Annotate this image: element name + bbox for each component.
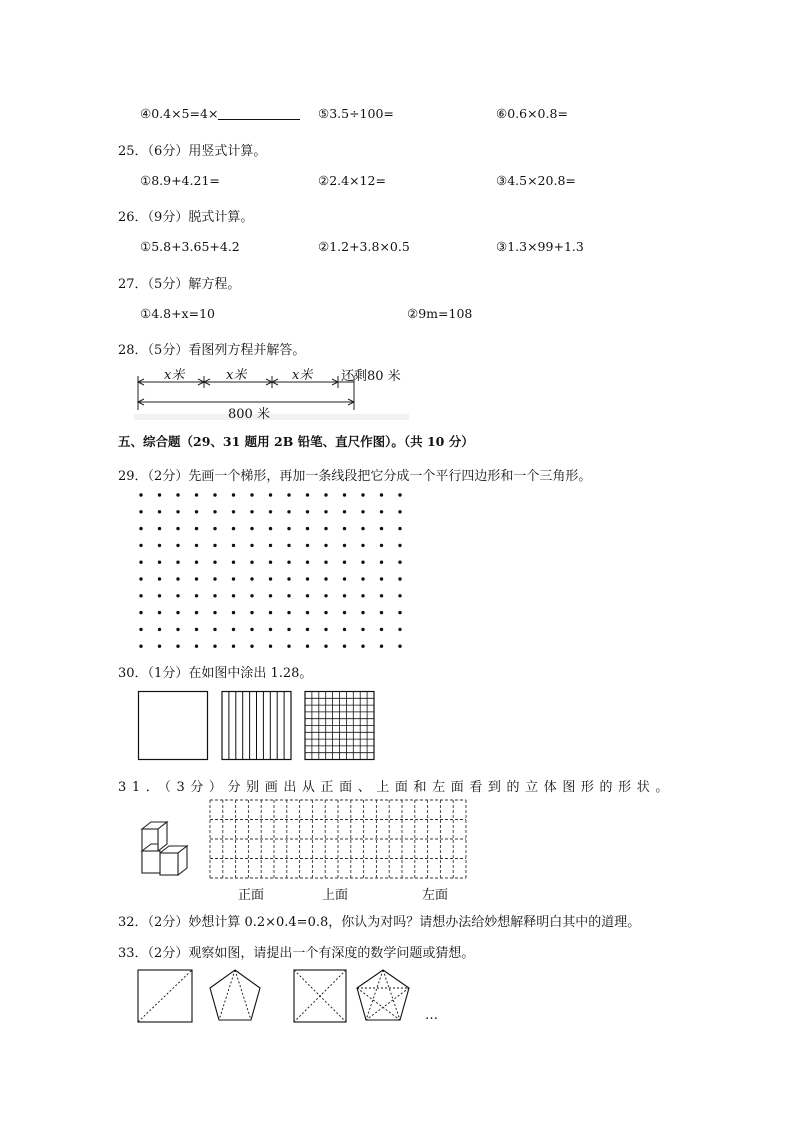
seg-label-1: x米: [164, 368, 185, 383]
grid-dot[interactable]: [343, 594, 346, 597]
grid-dot[interactable]: [287, 544, 290, 547]
grid-dot[interactable]: [361, 577, 364, 580]
grid-dot[interactable]: [232, 577, 235, 580]
grid-dot[interactable]: [176, 611, 179, 614]
grid-dot[interactable]: [343, 611, 346, 614]
q31-title: 31．（3分）分别画出从正面、上面和左面看到的立体图形的形状。: [118, 780, 674, 795]
grid-dot[interactable]: [380, 611, 383, 614]
grid-dot[interactable]: [250, 594, 253, 597]
grid-dot[interactable]: [232, 544, 235, 547]
grid-dot[interactable]: [361, 544, 364, 547]
grid-dot[interactable]: [195, 527, 198, 530]
grid-dot[interactable]: [269, 561, 272, 564]
grid-dot[interactable]: [158, 577, 161, 580]
grid-dot[interactable]: [139, 628, 142, 631]
grid-dot[interactable]: [361, 594, 364, 597]
grid-dot[interactable]: [232, 594, 235, 597]
grid-dot[interactable]: [139, 561, 142, 564]
grid-dot[interactable]: [195, 611, 198, 614]
grid-dot[interactable]: [250, 611, 253, 614]
dot-grid[interactable]: [138, 492, 408, 652]
grid-dot[interactable]: [158, 594, 161, 597]
grid-dot[interactable]: [269, 594, 272, 597]
grid-dot[interactable]: [380, 628, 383, 631]
grid-dot[interactable]: [306, 645, 309, 648]
seg-label-2: x米: [226, 368, 247, 383]
grid-dot[interactable]: [324, 527, 327, 530]
grid-dot[interactable]: [361, 510, 364, 513]
polygon-diagonals-figures: [136, 968, 436, 1028]
grid-dot[interactable]: [398, 561, 401, 564]
label-front: 正面: [238, 888, 265, 903]
grid-dot[interactable]: [195, 628, 198, 631]
grid-dot[interactable]: [139, 594, 142, 597]
tenths-square[interactable]: [222, 692, 291, 760]
q27-item-2: ②9m=108: [407, 306, 473, 321]
grid-dot[interactable]: [306, 493, 309, 496]
grid-dot[interactable]: [306, 611, 309, 614]
q25-title: 25．（6分）用竖式计算。: [118, 144, 267, 159]
grid-dot[interactable]: [343, 561, 346, 564]
grid-dot[interactable]: [250, 577, 253, 580]
grid-dot[interactable]: [195, 577, 198, 580]
hundredths-square[interactable]: [305, 692, 374, 760]
grid-dot[interactable]: [343, 527, 346, 530]
grid-dot[interactable]: [195, 645, 198, 648]
pentagon-two-diagonals: [210, 970, 260, 1020]
grid-dot[interactable]: [306, 527, 309, 530]
grid-dot[interactable]: [213, 544, 216, 547]
grid-dot[interactable]: [176, 645, 179, 648]
grid-dot[interactable]: [398, 628, 401, 631]
grid-dot[interactable]: [398, 594, 401, 597]
decimal-squares[interactable]: [138, 691, 376, 761]
grid-dot[interactable]: [158, 611, 161, 614]
grid-dot[interactable]: [324, 594, 327, 597]
grid-dot[interactable]: [343, 628, 346, 631]
grid-dot[interactable]: [213, 510, 216, 513]
grid-dot[interactable]: [380, 493, 383, 496]
grid-dot[interactable]: [250, 561, 253, 564]
grid-dot[interactable]: [398, 577, 401, 580]
q33-title: 33．（2分）观察如图，请提出一个有深度的数学问题或猜想。: [118, 946, 475, 961]
grid-dot[interactable]: [324, 577, 327, 580]
grid-dot[interactable]: [139, 527, 142, 530]
grid-dot[interactable]: [176, 628, 179, 631]
grid-dot[interactable]: [232, 645, 235, 648]
grid-dot[interactable]: [213, 493, 216, 496]
q25-item-3: ③4.5×20.8=: [496, 173, 576, 188]
grid-dot[interactable]: [287, 493, 290, 496]
grid-dot[interactable]: [195, 544, 198, 547]
grid-dot[interactable]: [287, 611, 290, 614]
grid-dot[interactable]: [213, 577, 216, 580]
q28-title: 28．（5分）看图列方程并解答。: [118, 343, 306, 358]
grid-dot[interactable]: [324, 561, 327, 564]
grid-dot[interactable]: [324, 493, 327, 496]
grid-dot[interactable]: [176, 594, 179, 597]
grid-dot[interactable]: [213, 645, 216, 648]
grid-dot[interactable]: [361, 645, 364, 648]
grid-dot[interactable]: [232, 561, 235, 564]
grid-dot[interactable]: [213, 561, 216, 564]
grid-dot[interactable]: [269, 628, 272, 631]
grid-dot[interactable]: [158, 544, 161, 547]
grid-dot[interactable]: [269, 645, 272, 648]
q26-item-1: ①5.8+3.65+4.2: [140, 239, 240, 254]
grid-dot[interactable]: [213, 611, 216, 614]
grid-dot[interactable]: [361, 527, 364, 530]
q29-title: 29．（2分）先画一个梯形，再加一条线段把它分成一个平行四边形和一个三角形。: [118, 469, 592, 484]
grid-dot[interactable]: [158, 628, 161, 631]
remain-label: 还剩80 米: [341, 369, 401, 384]
grid-dot[interactable]: [361, 493, 364, 496]
grid-dot[interactable]: [250, 628, 253, 631]
grid-dot[interactable]: [343, 544, 346, 547]
grid-dot[interactable]: [213, 628, 216, 631]
grid-dot[interactable]: [398, 493, 401, 496]
grid-dot[interactable]: [158, 561, 161, 564]
grid-dot[interactable]: [324, 611, 327, 614]
q24-item-6: ⑥0.6×0.8=: [496, 106, 568, 121]
dashed-grid[interactable]: [210, 800, 466, 878]
grid-dot[interactable]: [269, 577, 272, 580]
grid-dot[interactable]: [380, 544, 383, 547]
grid-dot[interactable]: [343, 645, 346, 648]
q32-title: 32．（2分）妙想计算 0.2×0.4=0.8，你认为对吗？请想办法给妙想解释明白其中的道理。: [118, 915, 641, 930]
grid-dot[interactable]: [361, 611, 364, 614]
grid-dot[interactable]: [176, 561, 179, 564]
grid-dot[interactable]: [398, 645, 401, 648]
grid-dot[interactable]: [232, 527, 235, 530]
grid-dot[interactable]: [324, 628, 327, 631]
grid-dot[interactable]: [269, 493, 272, 496]
grid-dot[interactable]: [269, 544, 272, 547]
grid-dot[interactable]: [380, 594, 383, 597]
seg-label-3: x米: [292, 368, 313, 383]
grid-dot[interactable]: [361, 628, 364, 631]
grid-dot[interactable]: [213, 594, 216, 597]
grid-dot[interactable]: [195, 493, 198, 496]
grid-dot[interactable]: [250, 493, 253, 496]
grid-dot[interactable]: [380, 645, 383, 648]
grid-dot[interactable]: [269, 527, 272, 530]
pentagon-five-diagonals: [357, 970, 409, 1020]
section-5-heading: 五、综合题（29、31 题用 2B 铅笔、直尺作图）。（共 10 分）: [118, 434, 474, 449]
grid-dot[interactable]: [213, 527, 216, 530]
grid-dot[interactable]: [158, 493, 161, 496]
grid-dot[interactable]: [139, 577, 142, 580]
grid-dot[interactable]: [269, 510, 272, 513]
grid-dot[interactable]: [343, 510, 346, 513]
grid-dot[interactable]: [176, 544, 179, 547]
grid-dot[interactable]: [398, 527, 401, 530]
grid-dot[interactable]: [287, 628, 290, 631]
q26-item-2: ②1.2+3.8×0.5: [318, 239, 410, 254]
grid-dot[interactable]: [287, 645, 290, 648]
total-label: 800 米: [228, 407, 270, 422]
grid-dot[interactable]: [380, 510, 383, 513]
grid-dot[interactable]: [232, 493, 235, 496]
label-top: 上面: [322, 888, 349, 903]
q30-title: 30．（1分）在如图中涂出 1.28。: [118, 666, 313, 681]
grid-dot[interactable]: [195, 510, 198, 513]
grid-dot[interactable]: [324, 510, 327, 513]
grid-dot[interactable]: [306, 594, 309, 597]
grid-dot[interactable]: [380, 561, 383, 564]
grid-dot[interactable]: [324, 645, 327, 648]
q26-item-3: ③1.3×99+1.3: [496, 239, 584, 254]
grid-dot[interactable]: [306, 577, 309, 580]
grid-dot[interactable]: [158, 645, 161, 648]
grid-dot[interactable]: [232, 510, 235, 513]
grid-dot[interactable]: [250, 645, 253, 648]
grid-dot[interactable]: [380, 577, 383, 580]
grid-dot[interactable]: [195, 594, 198, 597]
grid-dot[interactable]: [287, 561, 290, 564]
q25-item-2: ②2.4×12=: [318, 173, 386, 188]
ellipsis: …: [425, 1008, 438, 1023]
q24-item-5: ⑤3.5÷100=: [318, 106, 394, 121]
grid-dot[interactable]: [139, 493, 142, 496]
grid-dot[interactable]: [324, 544, 327, 547]
grid-dot[interactable]: [343, 493, 346, 496]
label-left: 左面: [422, 888, 449, 903]
grid-dot[interactable]: [269, 611, 272, 614]
grid-dot[interactable]: [287, 594, 290, 597]
grid-dot[interactable]: [250, 544, 253, 547]
whole-square[interactable]: [139, 692, 208, 760]
grid-dot[interactable]: [306, 628, 309, 631]
grid-dot[interactable]: [398, 510, 401, 513]
q26-title: 26．（9分）脱式计算。: [118, 210, 254, 225]
answer-blank[interactable]: [218, 107, 300, 120]
grid-dot[interactable]: [398, 611, 401, 614]
q25-item-1: ①8.9+4.21=: [140, 173, 220, 188]
grid-dot[interactable]: [232, 628, 235, 631]
grid-dot[interactable]: [287, 510, 290, 513]
q27-item-1: ①4.8+x=10: [140, 306, 215, 321]
grid-dot[interactable]: [361, 561, 364, 564]
q27-title: 27．（5分）解方程。: [118, 277, 241, 292]
grid-dot[interactable]: [139, 510, 142, 513]
grid-dot[interactable]: [287, 527, 290, 530]
grid-dot[interactable]: [306, 561, 309, 564]
grid-dot[interactable]: [380, 527, 383, 530]
grid-dot[interactable]: [158, 527, 161, 530]
grid-dot[interactable]: [176, 493, 179, 496]
grid-dot[interactable]: [195, 561, 198, 564]
grid-dot[interactable]: [232, 611, 235, 614]
cube-views[interactable]: [134, 798, 474, 882]
grid-dot[interactable]: [306, 544, 309, 547]
grid-dot[interactable]: [176, 577, 179, 580]
grid-dot[interactable]: [139, 611, 142, 614]
grid-dot[interactable]: [250, 510, 253, 513]
q24-item-4: ④0.4×5=4×: [140, 106, 300, 121]
grid-dot[interactable]: [176, 527, 179, 530]
grid-dot[interactable]: [398, 544, 401, 547]
grid-dot[interactable]: [306, 510, 309, 513]
grid-dot[interactable]: [343, 577, 346, 580]
grid-dot[interactable]: [158, 510, 161, 513]
stacked-cubes-figure: [142, 822, 187, 875]
grid-dot[interactable]: [176, 510, 179, 513]
grid-dot[interactable]: [139, 544, 142, 547]
grid-dot[interactable]: [287, 577, 290, 580]
grid-dot[interactable]: [250, 527, 253, 530]
grid-dot[interactable]: [139, 645, 142, 648]
